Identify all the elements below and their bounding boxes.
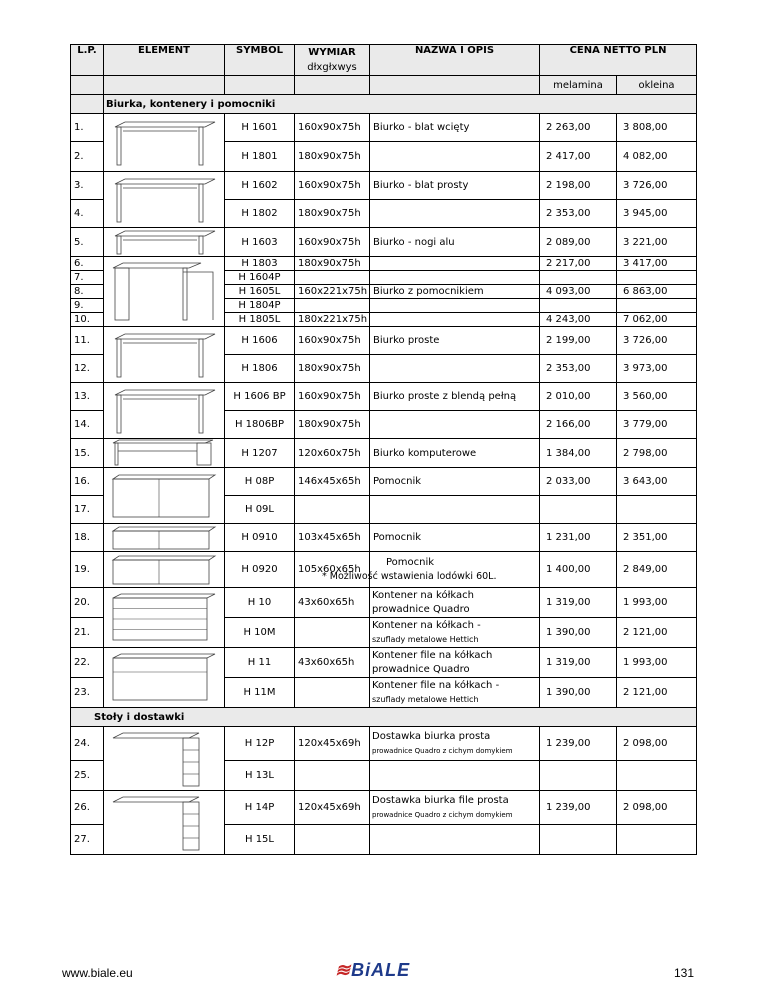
price-okleina: 3 221,00	[617, 228, 697, 257]
dimension-cell: 160x221x75h	[295, 285, 370, 299]
name-cell	[370, 791, 540, 825]
price-melamina	[540, 761, 617, 791]
name-cell: Biurko - blat wcięty	[370, 114, 540, 142]
name-text: Dostawka biurka file prosta	[372, 794, 509, 806]
price-okleina	[617, 271, 697, 285]
row-number: 1.	[71, 114, 104, 142]
price-okleina: 3 808,00	[617, 114, 697, 142]
price-okleina: 2 121,00	[617, 618, 697, 648]
dimension-cell	[295, 618, 370, 648]
dimension-cell	[295, 678, 370, 708]
product-image	[104, 524, 225, 552]
price-melamina	[540, 299, 617, 313]
dimension-cell	[295, 496, 370, 524]
section-biurka-title: Biurka, kontenery i pomocniki	[104, 95, 697, 114]
table-row	[71, 257, 697, 271]
dimension-cell	[295, 825, 370, 855]
name-cell	[370, 411, 540, 439]
price-okleina: 3 560,00	[617, 383, 697, 411]
name-text: szuflady metalowe Hettich	[372, 694, 479, 704]
row-number: 13.	[71, 383, 104, 411]
desk-drawing-icon	[107, 794, 221, 852]
price-okleina	[617, 299, 697, 313]
symbol-cell: H 10M	[225, 618, 295, 648]
symbol-cell: H 1801	[225, 142, 295, 172]
desk-drawing-icon	[107, 176, 221, 224]
price-okleina: 2 351,00	[617, 524, 697, 552]
price-melamina: 2 417,00	[540, 142, 617, 172]
dimension-cell: 180x221x75h	[295, 313, 370, 327]
price-melamina: 2 263,00	[540, 114, 617, 142]
dimension-cell: 160x90x75h	[295, 172, 370, 200]
name-cell	[370, 355, 540, 383]
price-melamina: 1 239,00	[540, 727, 617, 761]
table-row	[71, 172, 697, 200]
row-number: 27.	[71, 825, 104, 855]
price-melamina: 4 243,00	[540, 313, 617, 327]
brand-logo: ≋BiALE	[335, 960, 411, 980]
table-row	[71, 727, 697, 761]
price-okleina: 3 726,00	[617, 172, 697, 200]
symbol-cell: H 1806BP	[225, 411, 295, 439]
name-cell	[370, 825, 540, 855]
price-okleina: 3 417,00	[617, 257, 697, 271]
dimension-cell: 120x45x69h	[295, 791, 370, 825]
price-okleina: 3 643,00	[617, 468, 697, 496]
table-row	[71, 524, 697, 552]
name-top: Kontener na kółkach -	[372, 619, 481, 631]
price-okleina: 3 726,00	[617, 327, 697, 355]
name-cell: Biurko - nogi alu	[370, 228, 540, 257]
col-okleina: okleina	[617, 76, 697, 95]
table-row	[71, 648, 697, 678]
col-element: ELEMENT	[104, 45, 225, 76]
row-number: 9.	[71, 299, 104, 313]
name-cell	[370, 271, 540, 285]
dimension-cell	[295, 761, 370, 791]
col-melamina: melamina	[540, 76, 617, 95]
section-stoly-title: Stoły i dostawki	[71, 708, 697, 727]
product-image	[104, 468, 225, 524]
price-okleina	[617, 825, 697, 855]
price-melamina: 2 199,00	[540, 327, 617, 355]
price-melamina: 2 089,00	[540, 228, 617, 257]
price-table-wrapper	[70, 44, 696, 855]
row-number: 22.	[71, 648, 104, 678]
header-row	[71, 45, 697, 76]
dimension-cell: 160x90x75h	[295, 228, 370, 257]
row-number: 20.	[71, 588, 104, 618]
symbol-cell: H 0910	[225, 524, 295, 552]
price-melamina: 2 198,00	[540, 172, 617, 200]
row-number: 10.	[71, 313, 104, 327]
price-okleina: 2 849,00	[617, 552, 697, 588]
price-okleina: 3 779,00	[617, 411, 697, 439]
name-cell	[370, 200, 540, 228]
price-melamina: 1 319,00	[540, 588, 617, 618]
product-image	[104, 327, 225, 383]
col-lp: L.P.	[71, 45, 104, 76]
price-okleina	[617, 496, 697, 524]
price-okleina: 7 062,00	[617, 313, 697, 327]
name-cell	[370, 142, 540, 172]
price-melamina	[540, 825, 617, 855]
product-image	[104, 383, 225, 439]
dimension-cell	[295, 271, 370, 285]
price-okleina	[617, 761, 697, 791]
symbol-cell: H 1604P	[225, 271, 295, 285]
table-row	[71, 327, 697, 355]
name-cell	[370, 257, 540, 271]
price-melamina: 2 353,00	[540, 200, 617, 228]
price-melamina	[540, 271, 617, 285]
desk-drawing-icon	[107, 119, 221, 167]
price-melamina: 1 390,00	[540, 618, 617, 648]
price-okleina: 3 945,00	[617, 200, 697, 228]
dimension-cell: 160x90x75h	[295, 114, 370, 142]
row-number: 15.	[71, 439, 104, 468]
price-melamina: 1 239,00	[540, 791, 617, 825]
col-cena: CENA NETTO PLN	[540, 45, 697, 76]
row-number: 6.	[71, 257, 104, 271]
col-wymiar	[295, 45, 370, 76]
price-melamina: 2 353,00	[540, 355, 617, 383]
desk-drawing-icon	[107, 554, 221, 586]
col-nazwa: NAZWA I OPIS	[370, 45, 540, 76]
dimension-cell: 180x90x75h	[295, 257, 370, 271]
price-melamina: 1 319,00	[540, 648, 617, 678]
col-wymiar-label: WYMIAR	[308, 47, 356, 58]
product-image	[104, 172, 225, 228]
product-image	[104, 791, 225, 855]
price-melamina: 4 093,00	[540, 285, 617, 299]
name-cell: Biurko proste z blendą pełną	[370, 383, 540, 411]
desk-drawing-icon	[107, 439, 221, 467]
symbol-cell: H 11M	[225, 678, 295, 708]
desk-drawing-icon	[107, 525, 221, 551]
name-text: Dostawka biurka prosta	[372, 730, 491, 742]
name-top: Kontener na kółkach	[372, 589, 474, 601]
symbol-cell: H 1601	[225, 114, 295, 142]
row-number: 11.	[71, 327, 104, 355]
dimension-cell: 103x45x65h	[295, 524, 370, 552]
row-number: 2.	[71, 142, 104, 172]
symbol-cell: H 14P	[225, 791, 295, 825]
price-melamina: 2 217,00	[540, 257, 617, 271]
product-image	[104, 648, 225, 708]
dimension-cell: 146x45x65h	[295, 468, 370, 496]
dimension-cell: 43x60x65h	[295, 648, 370, 678]
symbol-cell: H 1602	[225, 172, 295, 200]
row-number: 7.	[71, 271, 104, 285]
symbol-cell: H 1804P	[225, 299, 295, 313]
product-image	[104, 257, 225, 327]
product-image	[104, 552, 225, 588]
name-cell	[370, 648, 540, 678]
row-number: 26.	[71, 791, 104, 825]
symbol-cell: H 12P	[225, 727, 295, 761]
symbol-cell: H 10	[225, 588, 295, 618]
price-melamina: 2 166,00	[540, 411, 617, 439]
name-cell: Biurko z pomocnikiem	[370, 285, 540, 299]
price-melamina: 1 390,00	[540, 678, 617, 708]
product-image	[104, 588, 225, 648]
price-melamina: 2 010,00	[540, 383, 617, 411]
name-top: Kontener file na kółkach -	[372, 679, 500, 691]
dimension-cell: 120x45x69h	[295, 727, 370, 761]
price-okleina: 2 098,00	[617, 791, 697, 825]
row-number: 8.	[71, 285, 104, 299]
name-text: prowadnice Quadro	[372, 603, 470, 615]
dimension-cell: 180x90x75h	[295, 200, 370, 228]
price-okleina: 6 863,00	[617, 285, 697, 299]
desk-drawing-icon	[107, 473, 221, 519]
price-okleina: 2 798,00	[617, 439, 697, 468]
row-number: 16.	[71, 468, 104, 496]
dimension-cell: 180x90x75h	[295, 142, 370, 172]
dimension-cell: 160x90x75h	[295, 383, 370, 411]
dimension-cell: 180x90x75h	[295, 411, 370, 439]
price-melamina: 2 033,00	[540, 468, 617, 496]
col-symbol: SYMBOL	[225, 45, 295, 76]
header-subrow	[71, 76, 697, 95]
name-cell	[370, 588, 540, 618]
row-number: 21.	[71, 618, 104, 648]
price-melamina	[540, 496, 617, 524]
name-cell	[370, 761, 540, 791]
row-number: 25.	[71, 761, 104, 791]
price-okleina: 3 973,00	[617, 355, 697, 383]
price-melamina: 1 384,00	[540, 439, 617, 468]
table-row	[71, 439, 697, 468]
name-note: * Możliwość wstawienia lodówki 60L.	[322, 570, 497, 582]
desk-drawing-icon	[107, 592, 221, 644]
price-okleina: 4 082,00	[617, 142, 697, 172]
table-row	[71, 588, 697, 618]
symbol-cell: H 1805L	[225, 313, 295, 327]
table-row	[71, 552, 697, 588]
price-okleina: 1 993,00	[617, 648, 697, 678]
product-image	[104, 114, 225, 172]
name-text: Pomocnik	[386, 556, 435, 568]
dimension-cell: 180x90x75h	[295, 355, 370, 383]
price-melamina: 1 400,00	[540, 552, 617, 588]
price-melamina: 1 231,00	[540, 524, 617, 552]
row-number: 17.	[71, 496, 104, 524]
table-row	[71, 228, 697, 257]
price-okleina: 1 993,00	[617, 588, 697, 618]
name-text: szuflady metalowe Hettich	[372, 634, 479, 644]
name-cell: Pomocnik	[370, 524, 540, 552]
row-number: 4.	[71, 200, 104, 228]
section-stoly	[71, 708, 697, 727]
product-image	[104, 228, 225, 257]
row-number: 24.	[71, 727, 104, 761]
price-okleina: 2 098,00	[617, 727, 697, 761]
symbol-cell: H 15L	[225, 825, 295, 855]
symbol-cell: H 1606 BP	[225, 383, 295, 411]
dimension-cell	[295, 299, 370, 313]
table-row	[71, 114, 697, 142]
name-cell: Biurko proste	[370, 327, 540, 355]
table-row	[71, 791, 697, 825]
symbol-cell: H 1806	[225, 355, 295, 383]
section-biurka	[71, 95, 697, 114]
row-number: 18.	[71, 524, 104, 552]
symbol-cell: H 1605L	[225, 285, 295, 299]
desk-drawing-icon	[107, 262, 221, 322]
name-cell: Biurko komputerowe	[370, 439, 540, 468]
desk-drawing-icon	[107, 652, 221, 704]
symbol-cell: H 1802	[225, 200, 295, 228]
desk-drawing-icon	[107, 387, 221, 435]
desk-drawing-icon	[107, 228, 221, 256]
name-cell	[370, 678, 540, 708]
price-table	[70, 44, 697, 855]
product-image	[104, 727, 225, 791]
name-cell	[370, 727, 540, 761]
name-cell	[370, 299, 540, 313]
symbol-cell: H 0920	[225, 552, 295, 588]
dimension-cell: 120x60x75h	[295, 439, 370, 468]
name-cell: Biurko - blat prosty	[370, 172, 540, 200]
table-row	[71, 383, 697, 411]
table-row	[71, 468, 697, 496]
symbol-cell: H 1606	[225, 327, 295, 355]
name-sub: prowadnice Quadro z cichym domykiem	[372, 746, 513, 755]
name-cell: Pomocnik	[370, 468, 540, 496]
name-cell	[370, 618, 540, 648]
desk-drawing-icon	[107, 730, 221, 788]
dimension-cell: 105x60x65h	[295, 552, 370, 588]
symbol-cell: H 09L	[225, 496, 295, 524]
footer-url: www.biale.eu	[62, 966, 133, 980]
dimension-cell: 160x90x75h	[295, 327, 370, 355]
col-wymiar-sub: dłxgłxwys	[307, 62, 357, 73]
dimension-cell: 43x60x65h	[295, 588, 370, 618]
name-text: prowadnice Quadro	[372, 663, 470, 675]
symbol-cell: H 1207	[225, 439, 295, 468]
symbol-cell: H 13L	[225, 761, 295, 791]
name-cell	[370, 313, 540, 327]
name-sub: prowadnice Quadro z cichym domykiem	[372, 810, 513, 819]
name-top: Kontener file na kółkach	[372, 649, 493, 661]
row-number: 12.	[71, 355, 104, 383]
symbol-cell: H 08P	[225, 468, 295, 496]
desk-drawing-icon	[107, 331, 221, 379]
price-okleina: 2 121,00	[617, 678, 697, 708]
symbol-cell: H 1803	[225, 257, 295, 271]
symbol-cell: H 11	[225, 648, 295, 678]
name-cell	[370, 496, 540, 524]
row-number: 14.	[71, 411, 104, 439]
product-image	[104, 439, 225, 468]
row-number: 3.	[71, 172, 104, 200]
row-number: 5.	[71, 228, 104, 257]
page-number: 131	[673, 966, 694, 980]
symbol-cell: H 1603	[225, 228, 295, 257]
row-number: 23.	[71, 678, 104, 708]
row-number: 19.	[71, 552, 104, 588]
